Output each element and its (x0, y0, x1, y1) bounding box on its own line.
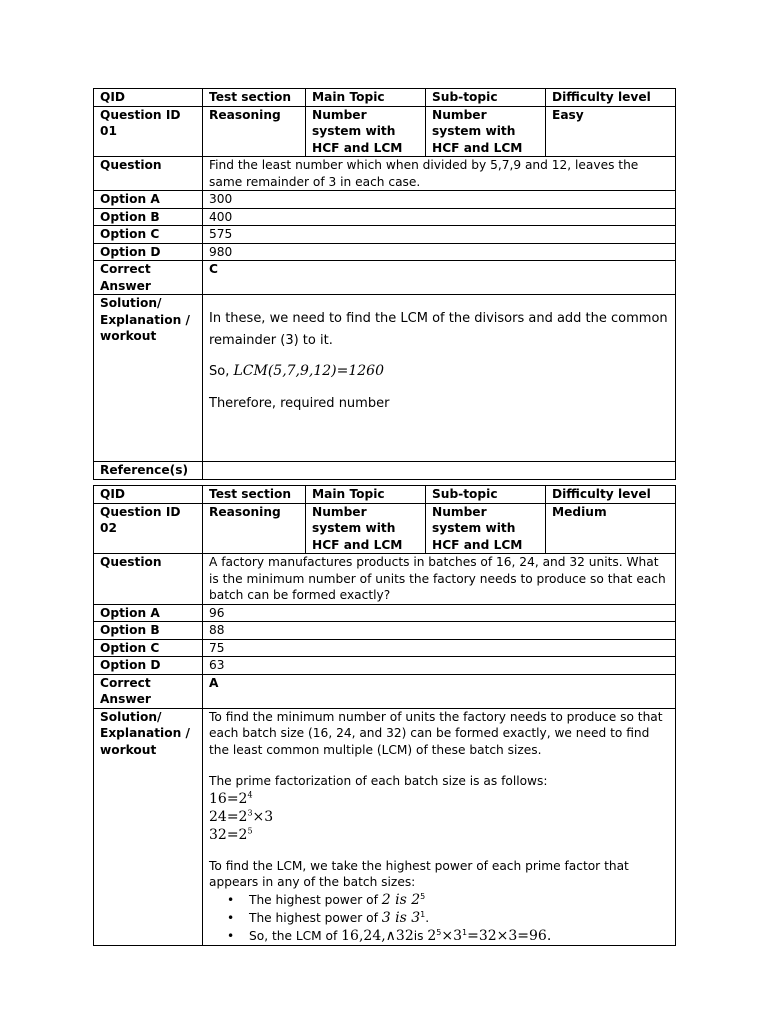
solution-intro: To find the minimum number of units the factory needs to produce so that each batch size (16, 24, and 32) can be formed exactly, we need to find the least common multiple (LCM) of these batch sizes. (209, 709, 663, 757)
option-a-value: 300 (203, 191, 676, 209)
solution-row (94, 708, 676, 945)
option-a-row (94, 604, 676, 622)
option-b-value: 88 (203, 622, 676, 640)
main-topic: Number system with HCF and LCM (306, 503, 426, 554)
option-b-label: Option B (94, 208, 203, 226)
meta-row (94, 106, 676, 157)
correct-answer-label: Correct Answer (94, 674, 203, 708)
option-d-value: 980 (203, 243, 676, 261)
question-id: Question ID 01 (94, 106, 203, 157)
header-row (94, 89, 676, 107)
header-qid: QID (94, 89, 203, 107)
difficulty: Easy (546, 106, 676, 157)
question-label: Question (94, 554, 203, 605)
bullet-item-1: • The highest power of 2 is $2^5$ (249, 891, 669, 909)
factor-24: $24=2^3\times 3$ (209, 807, 274, 825)
header-sub-topic: Sub-topic (426, 486, 546, 504)
header-main-topic: Main Topic (306, 486, 426, 504)
bullet-item-3: • So, the LCM of 16,24,∧32is $2^5\times 3^1=32\times 3=96$. (249, 927, 669, 945)
solution-line-2 (209, 360, 669, 383)
header-main-topic: Main Topic (306, 89, 426, 107)
solution-line-3: Therefore, required number (209, 396, 390, 411)
factor-32: $32=2^5$ (209, 825, 253, 843)
option-d-label: Option D (94, 657, 203, 675)
reference-row (94, 462, 676, 480)
option-c-label: Option C (94, 226, 203, 244)
option-c-value: 75 (203, 639, 676, 657)
option-d-row (94, 243, 676, 261)
option-d-value: 63 (203, 657, 676, 675)
header-difficulty: Difficulty level (546, 486, 676, 504)
solution-row (94, 295, 676, 462)
option-c-row (94, 639, 676, 657)
option-c-label: Option C (94, 639, 203, 657)
question-table-2 (93, 485, 676, 946)
factor-16: $16=2^4$ (209, 789, 253, 807)
option-c-row (94, 226, 676, 244)
option-b-row (94, 208, 676, 226)
question-label: Question (94, 157, 203, 191)
option-d-row (94, 657, 676, 675)
option-b-value: 400 (203, 208, 676, 226)
lcm-expression: LCM(5,7,9,12)=1260 (233, 363, 384, 379)
solution-label: Solution/ Explanation / workout (94, 295, 203, 462)
test-section: Reasoning (203, 503, 306, 554)
question-text: A factory manufactures products in batches of 16, 24, and 32 units. What is the minimum number of units the factory needs to produce so that each batch can be formed exactly? (203, 554, 676, 605)
header-qid: QID (94, 486, 203, 504)
solution-label: Solution/ Explanation / workout (94, 708, 203, 945)
lcm-intro: To find the LCM, we take the highest power of each prime factor that appears in any of the batch sizes: (209, 858, 629, 889)
option-b-label: Option B (94, 622, 203, 640)
question-id: Question ID 02 (94, 503, 203, 554)
bullet-item-2: • The highest power of 3 is $3^1$. (249, 909, 669, 927)
correct-answer-value: A (203, 674, 676, 708)
option-a-value: 96 (203, 604, 676, 622)
sub-topic: Number system with HCF and LCM (426, 503, 546, 554)
solution-so: So, (209, 364, 230, 379)
header-row (94, 486, 676, 504)
solution-text (203, 295, 676, 462)
question-table-1 (93, 88, 676, 480)
reference-value (203, 462, 676, 480)
test-section: Reasoning (203, 106, 306, 157)
option-d-label: Option D (94, 243, 203, 261)
difficulty: Medium (546, 503, 676, 554)
header-difficulty: Difficulty level (546, 89, 676, 107)
option-b-row (94, 622, 676, 640)
option-c-value: 575 (203, 226, 676, 244)
header-test-section: Test section (203, 89, 306, 107)
bullet-list (209, 891, 669, 945)
solution-text (203, 708, 676, 945)
prime-intro: The prime factorization of each batch size is as follows: (209, 774, 548, 788)
header-test-section: Test section (203, 486, 306, 504)
main-topic: Number system with HCF and LCM (306, 106, 426, 157)
option-a-label: Option A (94, 191, 203, 209)
question-row (94, 157, 676, 191)
option-a-row (94, 191, 676, 209)
correct-answer-label: Correct Answer (94, 261, 203, 295)
option-a-label: Option A (94, 604, 203, 622)
reference-label: Reference(s) (94, 462, 203, 480)
question-text: Find the least number which when divided by 5,7,9 and 12, leaves the same remainder of 3 in each case. (203, 157, 676, 191)
sub-topic: Number system with HCF and LCM (426, 106, 546, 157)
question-row (94, 554, 676, 605)
correct-answer-row (94, 674, 676, 708)
correct-answer-row (94, 261, 676, 295)
meta-row (94, 503, 676, 554)
header-sub-topic: Sub-topic (426, 89, 546, 107)
solution-line-1: In these, we need to find the LCM of the divisors and add the common remainder (3) to it. (209, 311, 668, 348)
correct-answer-value: C (203, 261, 676, 295)
